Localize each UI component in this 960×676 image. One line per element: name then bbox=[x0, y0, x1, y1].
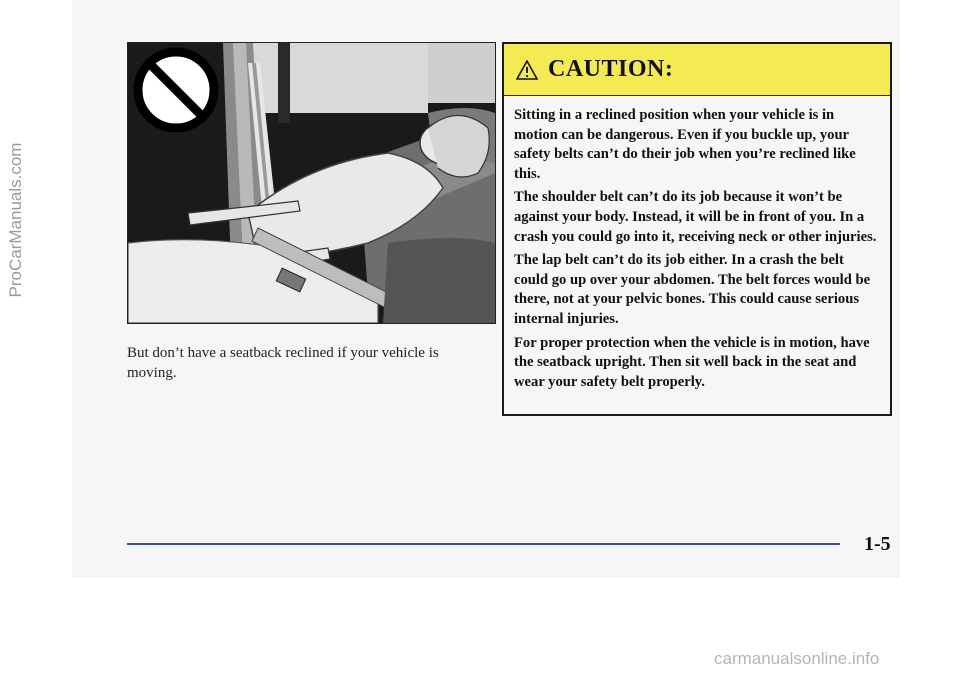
side-watermark-text: ProCarManuals.com bbox=[6, 142, 25, 298]
warning-triangle-icon bbox=[516, 60, 538, 80]
caution-box bbox=[502, 42, 892, 416]
caution-paragraph: The shoulder belt can’t do its job because it won’t be against your body. Instead, it will be in front of you. In a crash you could go into it, receiving neck or other injuries. bbox=[514, 189, 877, 245]
reclined-occupant-illustration bbox=[127, 42, 496, 324]
caution-paragraph: For proper protection when the vehicle is in motion, have the seatback upright. Then sit well back in the seat and wear your safety belt properly. bbox=[514, 334, 870, 390]
caution-paragraph: Sitting in a reclined position when your vehicle is in motion can be dangerous. Even if you buckle up, your safety belts can’t do their job when you’re reclined like this. bbox=[514, 107, 856, 182]
caution-paragraph: The lap belt can’t do its job either. In a crash the belt could go up over your abdomen. The belt forces would be there, not at your pelvic bones. This could cause serious internal injuries. bbox=[514, 252, 871, 327]
caution-header bbox=[504, 44, 890, 96]
no-symbol-icon bbox=[138, 52, 214, 128]
caution-body bbox=[504, 96, 890, 392]
caption-text: But don’t have a seatback reclined if your vehicle is moving. bbox=[127, 345, 439, 381]
caution-title: CAUTION: bbox=[548, 56, 674, 82]
footer-watermark: carmanualsonline.info bbox=[714, 649, 880, 668]
side-watermark bbox=[0, 0, 32, 676]
footer-rule bbox=[127, 543, 840, 545]
page-number: 1-5 bbox=[864, 533, 891, 555]
